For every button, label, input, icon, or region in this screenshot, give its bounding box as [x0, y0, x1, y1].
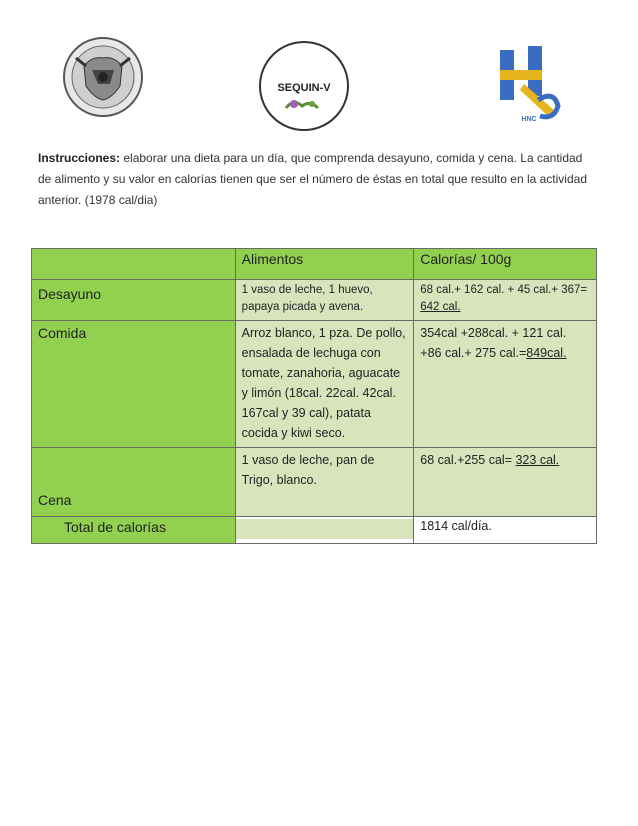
header-meal — [32, 249, 236, 280]
hnc-logo-icon — [494, 40, 564, 122]
header-calories: Calorías/ 100g — [414, 249, 597, 280]
table-row-comida — [32, 321, 597, 448]
meal-cena: Cena — [32, 448, 236, 517]
calories-comida-total: 849cal. — [526, 346, 567, 360]
calories-cena-sum: 68 cal.+255 cal= — [420, 453, 516, 467]
calories-comida — [414, 321, 597, 448]
calories-desayuno-sum: 68 cal.+ 162 cal. + 45 cal.+ 367= — [420, 284, 588, 296]
total-calories: 1814 cal/día. — [414, 517, 597, 544]
calories-desayuno-total: 642 cal. — [420, 301, 461, 313]
foods-desayuno: 1 vaso de leche, 1 huevo, papaya picada y avena. — [235, 280, 414, 321]
instructions-label: Instrucciones: — [38, 151, 121, 165]
sequin-v-logo — [258, 40, 350, 132]
foods-comida: Arroz blanco, 1 pza. De pollo, ensalada de lechuga con tomate, zanahoria, aguacate y limón (18cal. 22cal. 42cal. 167cal y 39 cal), patata cocida y kiwi seco. — [235, 321, 414, 448]
total-foods — [235, 517, 414, 544]
calories-cena-total: 323 cal. — [515, 453, 560, 467]
calories-comida-sum: 354cal +288cal. + 121 cal. +86 cal.+ 275 cal.= — [420, 326, 567, 360]
foods-cena: 1 vaso de leche, pan de Trigo, blanco. — [235, 448, 414, 517]
diet-table — [31, 248, 597, 544]
total-label: Total de calorías — [32, 517, 236, 544]
table-row-desayuno — [32, 280, 597, 321]
table-header-row — [32, 249, 597, 280]
table-row-cena — [32, 448, 597, 517]
table-row-total — [32, 517, 597, 544]
calories-desayuno — [414, 280, 597, 321]
meal-desayuno: Desayuno — [32, 280, 236, 321]
instructions-text: elaborar una dieta para un día, que comprenda desayuno, comida y cena. La cantidad de alimento y su valor en calorías tienen que ser el número de éstas en total que resulto en la actividad anterior. (1978 cal/dia) — [38, 151, 587, 207]
total-foods-fill — [236, 519, 414, 539]
svg-text:HNC: HNC — [521, 116, 537, 122]
instructions-paragraph — [38, 148, 598, 211]
svg-text:SEQUIN-V: SEQUIN-V — [277, 82, 331, 94]
hnc-logo — [494, 40, 564, 122]
header-foods: Alimentos — [235, 249, 414, 280]
meal-comida: Comida — [32, 321, 236, 448]
sequin-v-logo-icon — [258, 40, 350, 132]
unam-seal-icon — [62, 36, 144, 118]
calories-cena — [414, 448, 597, 517]
logo-bar — [0, 30, 638, 120]
